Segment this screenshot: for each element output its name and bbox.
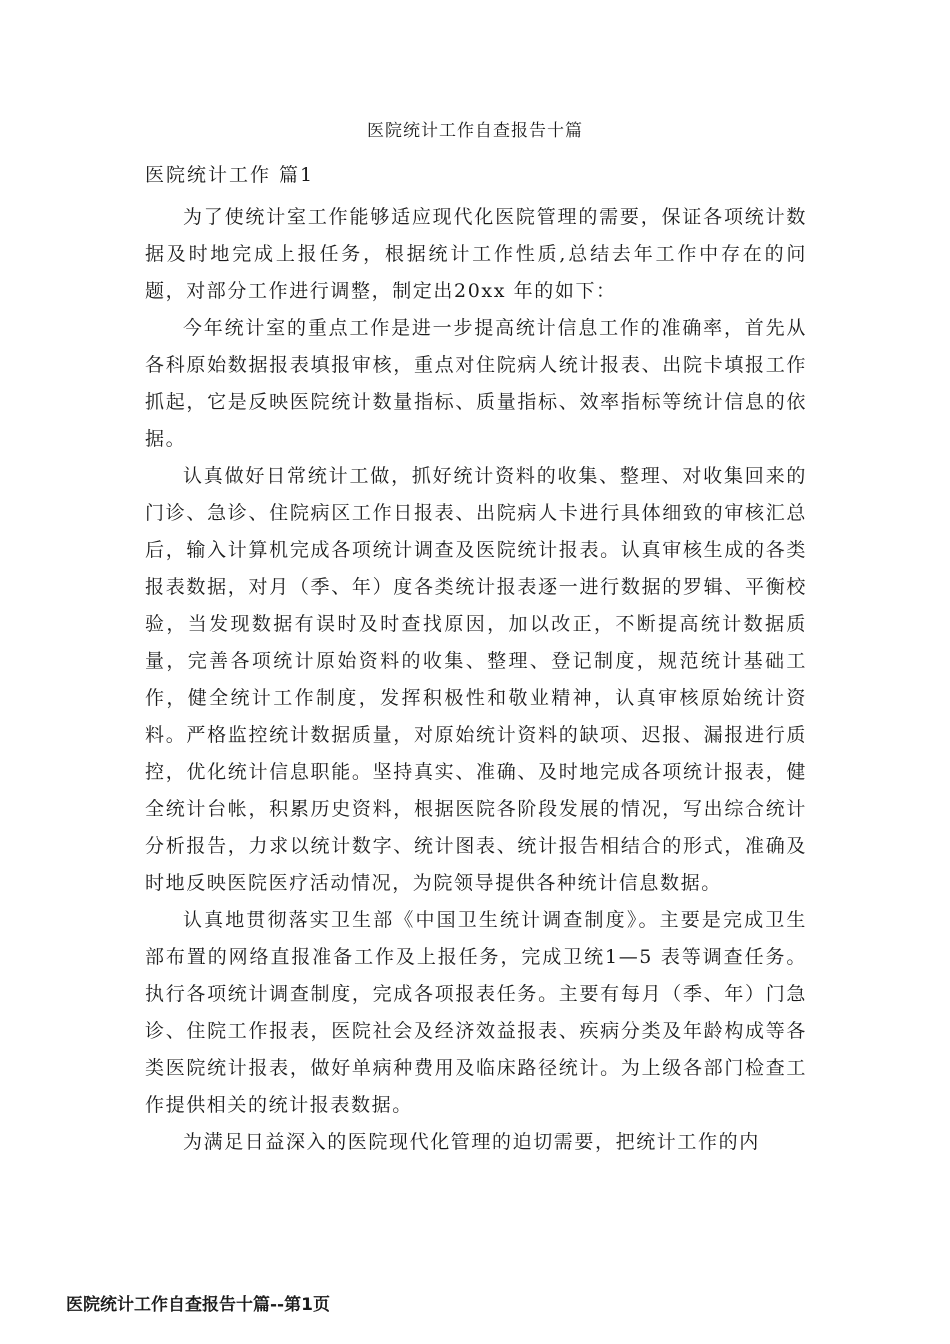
page-footer: 医院统计工作自查报告十篇--第1页 <box>66 1295 330 1315</box>
paragraph-3: 认真做好日常统计工做，抓好统计资料的收集、整理、对收集回来的门诊、急诊、住院病区工作日报表、出院病人卡进行具体细致的审核汇总后，输入计算机完成各项统计调查及医院统计报表。认真审核生成的各类报表数据，对月（季、年）度各类统计报表逐一进行数据的罗辑、平衡校验，当发现数据有误时及时查找原因，加以改正，不断提高统计数据质量，完善各项统计原始资料的收集、整理、登记制度，规范统计基础工作，健全统计工作制度，发挥积极性和敬业精神，认真审核原始统计资料。严格监控统计数据质量，对原始统计资料的缺项、迟报、漏报进行质控，优化统计信息职能。坚持真实、准确、及时地完成各项统计报表，健全统计台帐，积累历史资料，根据医院各阶段发展的情况，写出综合统计分析报告，力求以统计数字、统计图表、统计报告相结合的形式，准确及时地反映医院医疗活动情况，为院领导提供各种统计信息数据。 <box>145 465 807 894</box>
paragraph-1: 为了使统计室工作能够适应现代化医院管理的需要，保证各项统计数据及时地完成上报任务，根据统计工作性质,总结去年工作中存在的问题，对部分工作进行调整，制定出20xx 年的如下： <box>145 206 807 302</box>
section-heading: 医院统计工作 篇1 <box>145 164 315 186</box>
paragraph-2: 今年统计室的重点工作是进一步提高统计信息工作的准确率，首先从各科原始数据报表填报审核，重点对住院病人统计报表、出院卡填报工作抓起，它是反映医院统计数量指标、质量指标、效率指标等统计信息的依据。 <box>145 317 807 450</box>
document-body <box>145 199 807 1161</box>
paragraph-4: 认真地贯彻落实卫生部《中国卫生统计调查制度》。主要是完成卫生部布置的网络直报准备工作及上报任务，完成卫统1—5 表等调查任务。执行各项统计调查制度，完成各项报表任务。主要有每月（季、年）门急诊、住院工作报表，医院社会及经济效益报表、疾病分类及年龄构成等各类医院统计报表，做好单病种费用及临床路径统计。为上级各部门检查工作提供相关的统计报表数据。 <box>145 909 807 1116</box>
document-title: 医院统计工作自查报告十篇 <box>367 121 583 141</box>
paragraph-5: 为满足日益深入的医院现代化管理的迫切需要，把统计工作的内 <box>183 1131 760 1153</box>
